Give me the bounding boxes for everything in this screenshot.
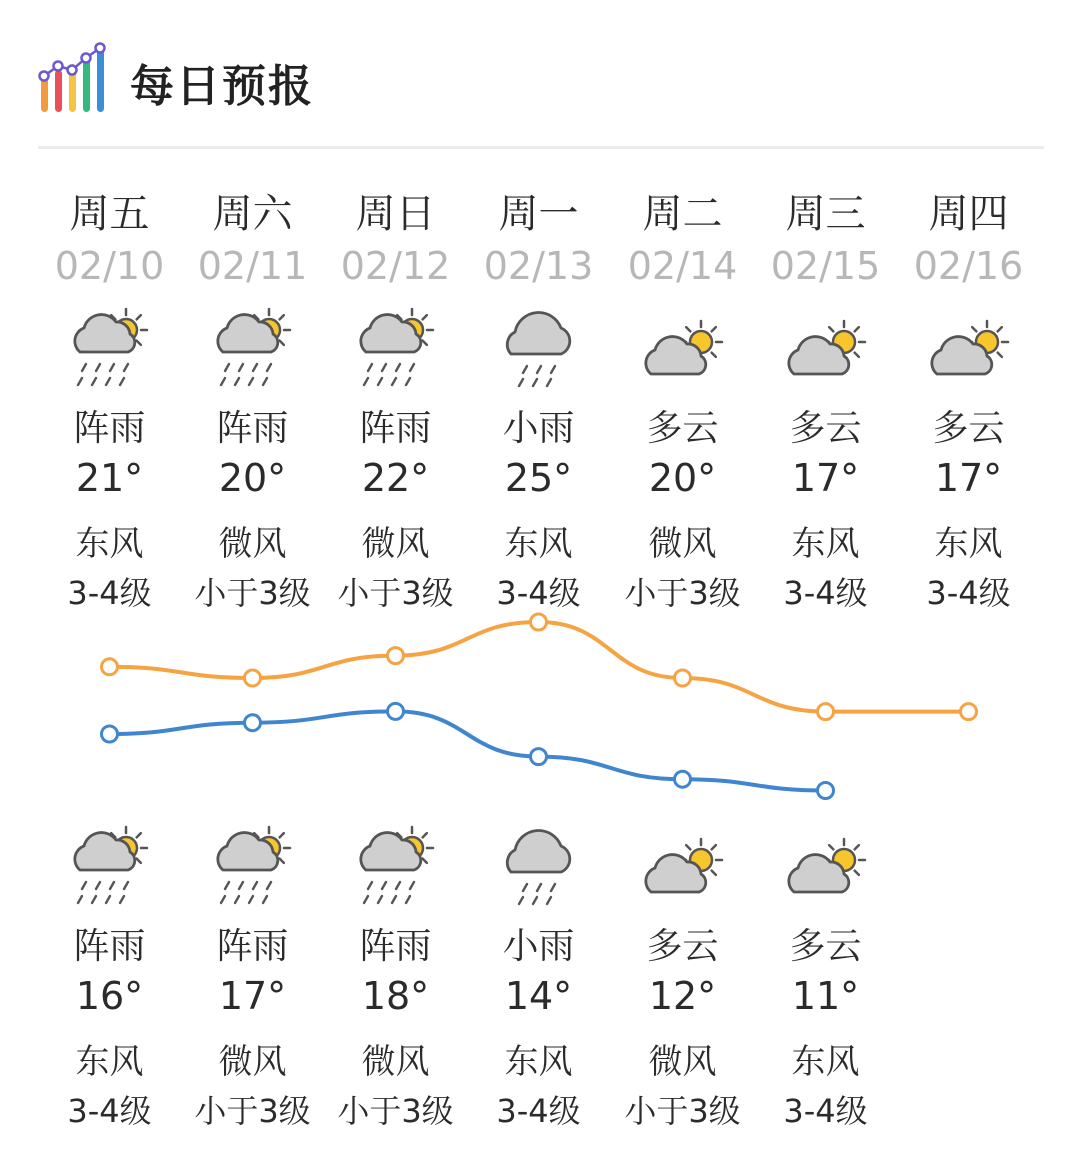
- wind-direction: 东风: [75, 1042, 144, 1082]
- wind-level: 小于3级: [337, 574, 454, 612]
- light-rain-icon: [493, 818, 585, 910]
- weather-desc: 多云: [646, 408, 719, 449]
- weather-desc: 阵雨: [359, 408, 432, 449]
- high-temp-point: [531, 614, 547, 630]
- low-temp-line: [110, 711, 826, 790]
- wind-level: 小于3级: [624, 1092, 741, 1130]
- light-rain-icon: [493, 300, 585, 392]
- weather-desc: 多云: [646, 926, 719, 967]
- date-label: 02/14: [627, 244, 738, 288]
- low-temp-point: [245, 715, 261, 731]
- date-label: 02/15: [770, 244, 881, 288]
- temperature: 20°: [218, 456, 287, 500]
- high-temp-point: [245, 670, 261, 686]
- wind-level: 3-4级: [926, 574, 1011, 612]
- weather-desc: 小雨: [502, 926, 575, 967]
- day-name: 周日: [355, 191, 436, 237]
- date-label: 02/10: [54, 244, 165, 288]
- wind-level: 小于3级: [337, 1092, 454, 1130]
- low-temp-point: [531, 749, 547, 765]
- weather-desc: 阵雨: [216, 926, 289, 967]
- page-title: 每日预报: [130, 61, 314, 112]
- day-column: [611, 0, 754, 1167]
- weather-desc: 多云: [932, 408, 1005, 449]
- wind-direction: 微风: [218, 1042, 287, 1082]
- temperature: 21°: [75, 456, 144, 500]
- temperature: 11°: [791, 974, 860, 1018]
- wind-direction: 东风: [75, 524, 144, 564]
- wind-direction: 东风: [791, 1042, 860, 1082]
- temperature: 25°: [504, 456, 573, 500]
- temperature: 14°: [504, 974, 573, 1018]
- date-label: 02/11: [197, 244, 308, 288]
- day-column: [324, 0, 467, 1167]
- wind-level: 3-4级: [783, 1092, 868, 1130]
- date-label: 02/13: [483, 244, 594, 288]
- high-temp-point: [388, 648, 404, 664]
- wind-level: 小于3级: [194, 574, 311, 612]
- day-column: [181, 0, 324, 1167]
- day-column: [754, 0, 897, 1167]
- weather-desc: 阵雨: [359, 926, 432, 967]
- wind-direction: 东风: [791, 524, 860, 564]
- partly-cloudy-icon: [780, 300, 872, 392]
- low-temp-point: [102, 726, 118, 742]
- shower-icon: [207, 300, 299, 392]
- day-column: [467, 0, 610, 1167]
- day-name: 周四: [928, 191, 1009, 237]
- wind-level: 3-4级: [67, 574, 152, 612]
- low-temp-point: [675, 771, 691, 787]
- partly-cloudy-icon: [780, 818, 872, 910]
- partly-cloudy-icon: [923, 300, 1015, 392]
- day-column: [897, 0, 1040, 1167]
- wind-level: 3-4级: [496, 1092, 581, 1130]
- temperature: 12°: [648, 974, 717, 1018]
- shower-icon: [350, 300, 442, 392]
- wind-direction: 微风: [361, 524, 430, 564]
- weather-desc: 阵雨: [73, 926, 146, 967]
- date-label: 02/12: [340, 244, 451, 288]
- wind-direction: 东风: [934, 524, 1003, 564]
- wind-level: 3-4级: [783, 574, 868, 612]
- day-name: 周六: [212, 191, 293, 237]
- weather-desc: 多云: [789, 408, 862, 449]
- wind-direction: 东风: [504, 524, 573, 564]
- wind-direction: 微风: [648, 524, 717, 564]
- shower-icon: [207, 818, 299, 910]
- wind-direction: 微风: [218, 524, 287, 564]
- wind-direction: 微风: [648, 1042, 717, 1082]
- temperature-chart: [0, 600, 1080, 820]
- low-temp-point: [818, 783, 834, 799]
- day-name: 周三: [785, 191, 866, 237]
- partly-cloudy-icon: [637, 300, 729, 392]
- date-label: 02/16: [913, 244, 1024, 288]
- partly-cloudy-icon: [637, 818, 729, 910]
- temperature: 17°: [218, 974, 287, 1018]
- weather-desc: 阵雨: [216, 408, 289, 449]
- shower-icon: [350, 818, 442, 910]
- temperature: 18°: [361, 974, 430, 1018]
- high-temp-point: [961, 704, 977, 720]
- high-temp-point: [818, 704, 834, 720]
- day-column: [38, 0, 181, 1167]
- wind-level: 3-4级: [496, 574, 581, 612]
- shower-icon: [64, 300, 156, 392]
- temperature: 22°: [361, 456, 430, 500]
- high-temp-point: [675, 670, 691, 686]
- temperature: 16°: [75, 974, 144, 1018]
- weather-desc: 小雨: [502, 408, 575, 449]
- wind-level: 小于3级: [194, 1092, 311, 1130]
- weather-desc: 阵雨: [73, 408, 146, 449]
- wind-direction: 东风: [504, 1042, 573, 1082]
- temperature: 17°: [791, 456, 860, 500]
- temperature: 17°: [934, 456, 1003, 500]
- day-name: 周一: [498, 191, 579, 237]
- wind-level: 小于3级: [624, 574, 741, 612]
- temperature: 20°: [648, 456, 717, 500]
- low-temp-point: [388, 703, 404, 719]
- high-temp-point: [102, 659, 118, 675]
- weather-desc: 多云: [789, 926, 862, 967]
- day-name: 周二: [642, 191, 723, 237]
- shower-icon: [64, 818, 156, 910]
- high-temp-line: [110, 622, 969, 712]
- wind-direction: 微风: [361, 1042, 430, 1082]
- day-name: 周五: [69, 191, 150, 237]
- wind-level: 3-4级: [67, 1092, 152, 1130]
